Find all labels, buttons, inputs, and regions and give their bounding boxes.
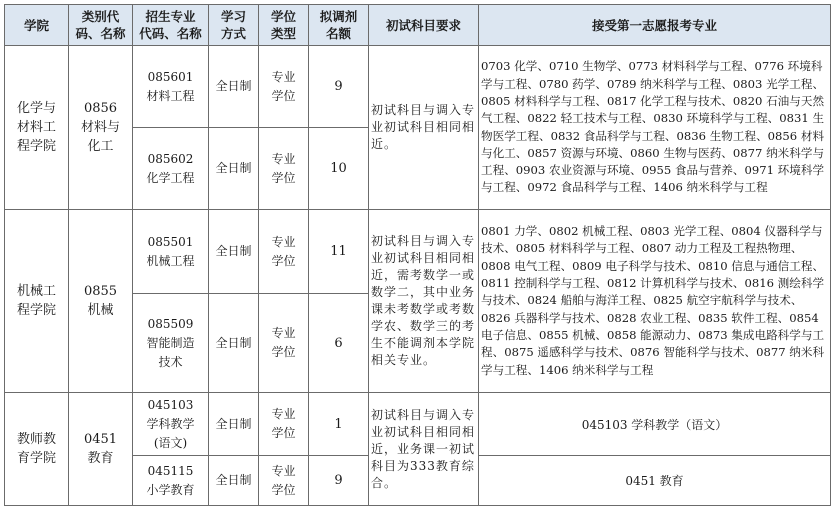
table-row [5, 393, 831, 456]
major-cell: 085601 材料工程 [133, 46, 209, 128]
header-category: 类别代 码、名称 [69, 5, 133, 46]
adjustment-table [4, 4, 831, 506]
study-mode-cell: 全日制 [209, 294, 259, 393]
major-cell: 085602 化学工程 [133, 128, 209, 210]
degree-type-cell: 专业 学位 [259, 46, 309, 128]
study-mode-cell: 全日制 [209, 456, 259, 506]
exam-requirement-cell: 初试科目与调入专业初试科目相同相近，需考数学一或数学二，其中业务课未考数学或考数学农、数学三的考生不能调剂本学院相关专业。 [369, 210, 479, 393]
category-cell: 0856 材料与 化工 [69, 46, 133, 210]
quota-cell: 1 [309, 393, 369, 456]
adjustment-table-container [4, 4, 830, 506]
exam-requirement-cell: 初试科目与调入专业初试科目相同相近，业务课一初试科目为333教育综合。 [369, 393, 479, 506]
major-cell: 085509 智能制造 技术 [133, 294, 209, 393]
accepted-majors-cell: 0801 力学、0802 机械工程、0803 光学工程、0804 仪器科学与技术、0805 材料科学与工程、0807 动力工程及工程热物理、0808 电气工程、0809 电子科学与技术、0810 信息与通信工程、0811 控制科学与工程、0812 计算机科学与技术、0816 测绘科学与技术、0824 船舶与海洋工程、0825 航空宇航科学与技术、0826 兵器科学与技术、0828 农业工程、0835 软件工程、0854 电子信息、0855 机械、0858 能源动力、0873 集成电路科学与工程、0875 遥感科学与技术、0876 智能科学与技术、0877 纳米科学与工程、1406 纳米科学与工程 [479, 210, 831, 393]
header-accepted-majors: 接受第一志愿报考专业 [479, 5, 831, 46]
study-mode-cell: 全日制 [209, 210, 259, 294]
header-exam-requirement: 初试科目要求 [369, 5, 479, 46]
table-row [5, 46, 831, 128]
college-cell: 化学与 材料工 程学院 [5, 46, 69, 210]
study-mode-cell: 全日制 [209, 46, 259, 128]
accepted-majors-cell: 0703 化学、0710 生物学、0773 材料科学与工程、0776 环境科学与工程、0780 药学、0789 纳米科学与工程、0803 光学工程、0805 材料科学与工程、0817 化学工程与技术、0820 石油与天然气工程、0822 轻工技术与工程、0830 环境科学与工程、0831 生物医学工程、0832 食品科学与工程、0836 生物工程、0856 材料与化工、0857 资源与环境、0860 生物与医药、0877 纳米科学与工程、0903 农业资源与环境、0955 食品与营养、0971 环境科学与工程、0972 食品科学与工程、1406 纳米科学与工程 [479, 46, 831, 210]
quota-cell: 9 [309, 456, 369, 506]
header-quota: 拟调剂 名额 [309, 5, 369, 46]
quota-cell: 10 [309, 128, 369, 210]
header-degree-type: 学位 类型 [259, 5, 309, 46]
degree-type-cell: 专业 学位 [259, 210, 309, 294]
major-cell: 045115 小学教育 [133, 456, 209, 506]
degree-type-cell: 专业 学位 [259, 128, 309, 210]
major-cell: 045103 学科教学 (语文) [133, 393, 209, 456]
study-mode-cell: 全日制 [209, 128, 259, 210]
college-cell: 机械工 程学院 [5, 210, 69, 393]
study-mode-cell: 全日制 [209, 393, 259, 456]
degree-type-cell: 专业 学位 [259, 456, 309, 506]
quota-cell: 6 [309, 294, 369, 393]
header-major: 招生专业 代码、名称 [133, 5, 209, 46]
table-row [5, 210, 831, 294]
header-college: 学院 [5, 5, 69, 46]
accepted-majors-cell: 045103 学科教学（语文） [479, 393, 831, 456]
category-cell: 0855 机械 [69, 210, 133, 393]
college-cell: 教师教 育学院 [5, 393, 69, 506]
header-study-mode: 学习 方式 [209, 5, 259, 46]
category-cell: 0451 教育 [69, 393, 133, 506]
header-row [5, 5, 831, 46]
quota-cell: 11 [309, 210, 369, 294]
degree-type-cell: 专业 学位 [259, 294, 309, 393]
exam-requirement-cell: 初试科目与调入专业初试科目相同相近。 [369, 46, 479, 210]
accepted-majors-cell: 0451 教育 [479, 456, 831, 506]
degree-type-cell: 专业 学位 [259, 393, 309, 456]
quota-cell: 9 [309, 46, 369, 128]
major-cell: 085501 机械工程 [133, 210, 209, 294]
